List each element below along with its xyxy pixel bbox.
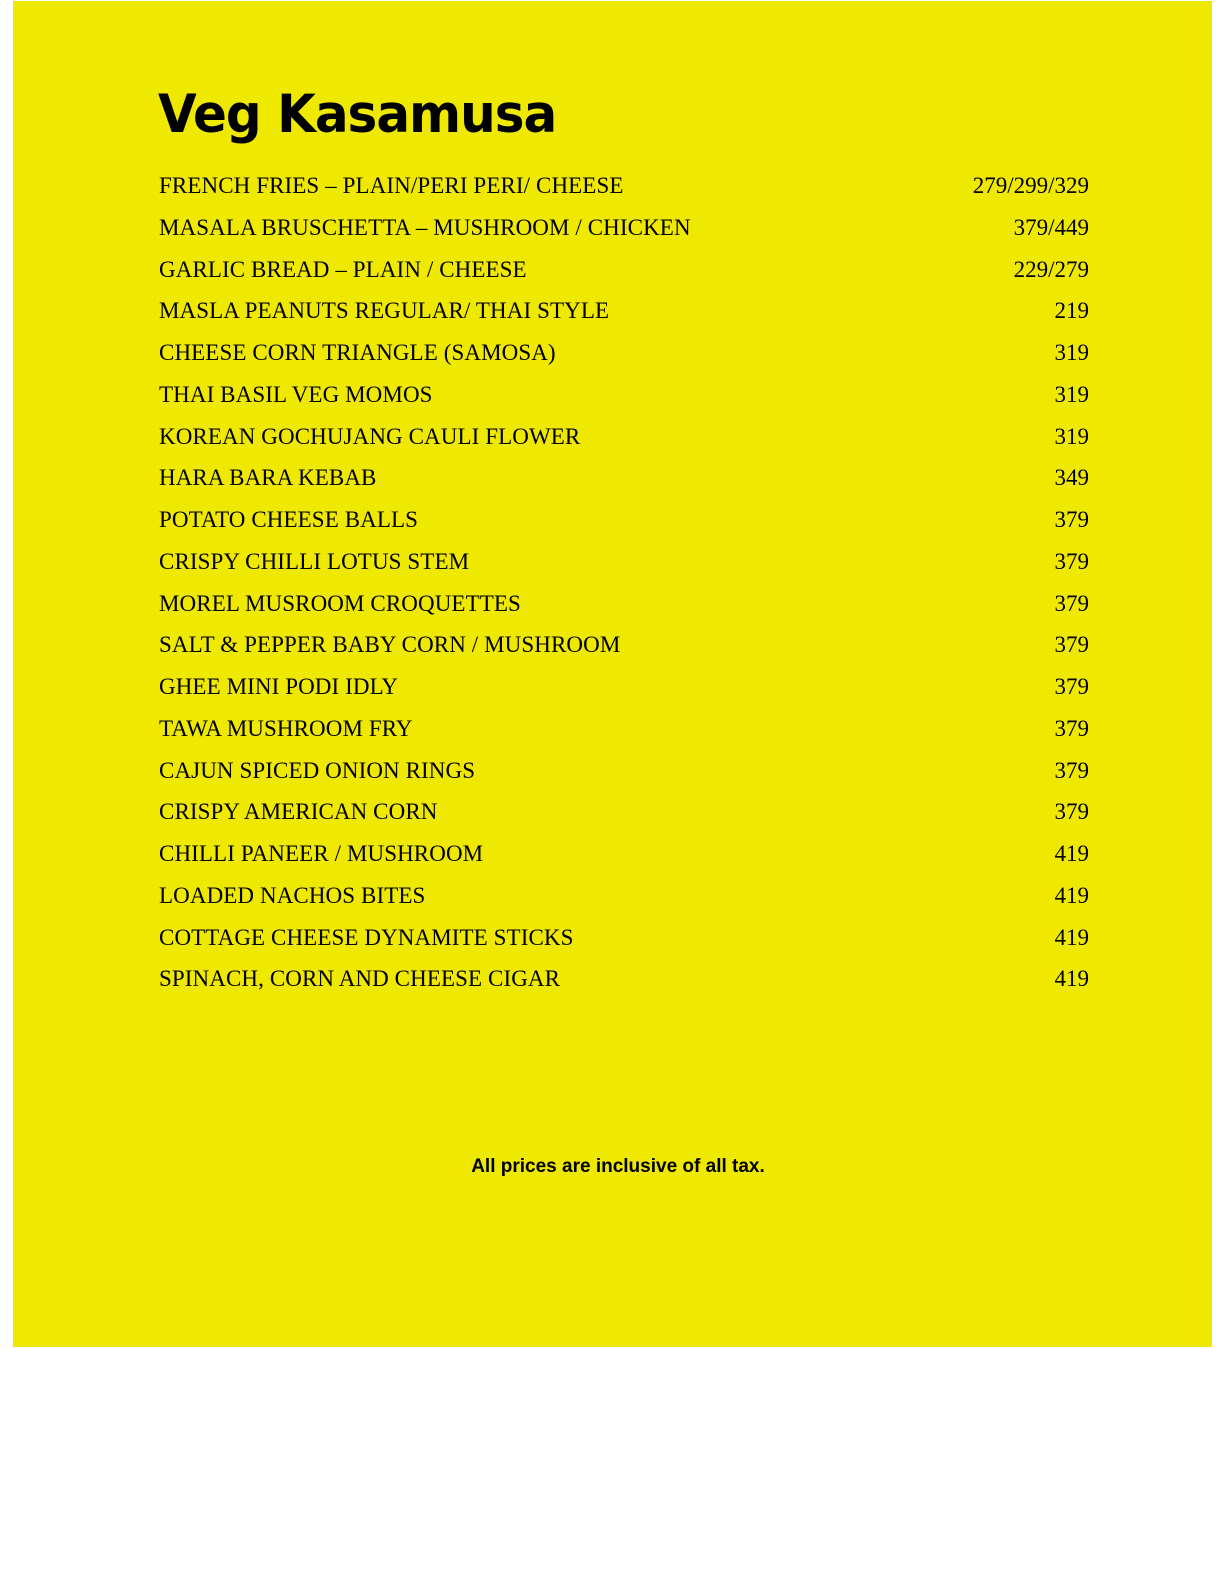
menu-item-name: CAJUN SPICED ONION RINGS	[159, 757, 476, 783]
menu-item	[159, 883, 1089, 925]
menu-item-price: 379	[1054, 799, 1089, 825]
menu-item-price: 379	[1054, 590, 1089, 616]
menu-list	[159, 173, 1089, 1008]
menu-item-price: 379	[1054, 757, 1089, 783]
menu-item	[159, 215, 1089, 257]
menu-title: Veg Kasamusa	[158, 83, 557, 145]
menu-item-name: CRISPY CHILLI LOTUS STEM	[159, 548, 470, 574]
menu-item-price: 219	[1054, 298, 1089, 324]
menu-item-price: 379	[1054, 548, 1089, 574]
menu-item-name: KOREAN GOCHUJANG CAULI FLOWER	[159, 423, 581, 449]
menu-item	[159, 632, 1089, 674]
menu-item-price: 319	[1054, 340, 1089, 365]
menu-item-name: MASALA BRUSCHETTA – MUSHROOM / CHICKEN	[159, 214, 691, 240]
menu-item	[159, 549, 1089, 591]
menu-item	[159, 298, 1089, 340]
menu-item-price: 319	[1054, 423, 1089, 449]
tax-note: All prices are inclusive of all tax.	[471, 1156, 765, 1177]
menu-item-name: THAI BASIL VEG MOMOS	[159, 381, 433, 407]
menu-item-price: 419	[1054, 882, 1089, 908]
menu-item	[159, 841, 1089, 883]
menu-item	[159, 758, 1089, 800]
menu-item-price: 419	[1054, 966, 1089, 992]
menu-item-price: 379	[1054, 674, 1089, 699]
menu-item-price: 279/299/329	[972, 173, 1089, 198]
menu-item-name: LOADED NACHOS BITES	[159, 882, 426, 908]
menu-item-name: POTATO CHEESE BALLS	[159, 507, 419, 532]
menu-item	[159, 340, 1089, 382]
menu-item-name: HARA BARA KEBAB	[159, 465, 377, 491]
menu-item-name: MASLA PEANUTS REGULAR/ THAI STYLE	[159, 298, 610, 324]
menu-item	[159, 382, 1089, 424]
menu-item	[159, 173, 1089, 215]
menu-item-price: 419	[1054, 841, 1089, 866]
menu-item-price: 349	[1054, 465, 1089, 491]
menu-item	[159, 716, 1089, 758]
menu-item-price: 319	[1054, 381, 1089, 407]
menu-item	[159, 925, 1089, 967]
menu-item-price: 379	[1054, 507, 1089, 532]
menu-item-name: FRENCH FRIES – PLAIN/PERI PERI/ CHEESE	[159, 173, 624, 198]
menu-item	[159, 674, 1089, 716]
menu-item-name: GARLIC BREAD – PLAIN / CHEESE	[159, 256, 527, 282]
menu-item-price: 379	[1054, 715, 1089, 741]
menu-item	[159, 799, 1089, 841]
menu-item	[159, 424, 1089, 466]
menu-item	[159, 507, 1089, 549]
menu-item-price: 419	[1054, 924, 1089, 950]
menu-item-name: CHILLI PANEER / MUSHROOM	[159, 841, 484, 866]
menu-item	[159, 465, 1089, 507]
menu-item-name: SPINACH, CORN AND CHEESE CIGAR	[159, 966, 561, 992]
menu-item-name: CHEESE CORN TRIANGLE (SAMOSA)	[159, 340, 556, 365]
menu-item	[159, 966, 1089, 1008]
menu-item-name: COTTAGE CHEESE DYNAMITE STICKS	[159, 924, 574, 950]
menu-item-price: 229/279	[1013, 256, 1089, 282]
menu-item	[159, 591, 1089, 633]
menu-item-name: GHEE MINI PODI IDLY	[159, 674, 399, 699]
menu-item-name: TAWA MUSHROOM FRY	[159, 715, 413, 741]
menu-item	[159, 257, 1089, 299]
menu-item-name: MOREL MUSROOM CROQUETTES	[159, 590, 521, 616]
menu-item-name: CRISPY AMERICAN CORN	[159, 799, 438, 825]
menu-item-price: 379/449	[1013, 214, 1089, 240]
menu-item-price: 379	[1054, 632, 1089, 658]
menu-item-name: SALT & PEPPER BABY CORN / MUSHROOM	[159, 632, 621, 658]
